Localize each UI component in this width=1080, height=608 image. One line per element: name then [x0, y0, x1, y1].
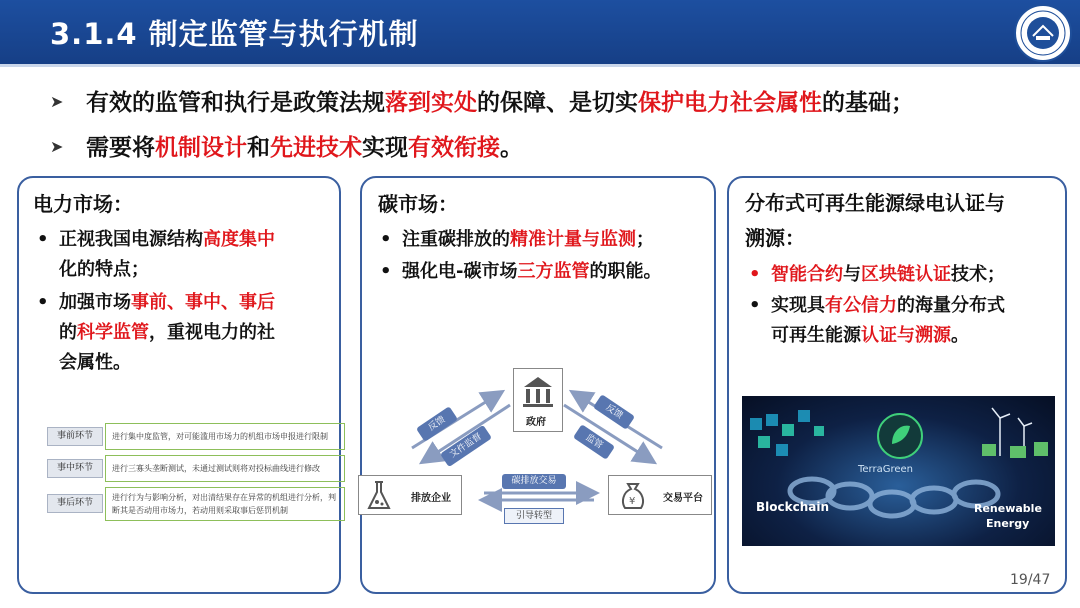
feedback-label: 反馈 — [416, 406, 458, 442]
money-bag-icon — [617, 478, 649, 514]
blockchain-energy-illustration — [742, 396, 1055, 546]
bullet-item: • 加强市场事前、事中、事后 — [37, 292, 275, 313]
arrow-bullet-icon: ➤ — [50, 137, 64, 156]
panel-carbon-market — [360, 176, 716, 594]
row-tag: 事后环节 — [47, 494, 103, 513]
svg-text:¥: ¥ — [629, 496, 636, 507]
table-row — [47, 455, 345, 482]
panel-electricity-market — [17, 176, 341, 594]
panel-title-line2: 溯源： — [745, 226, 805, 250]
bullet-item: • 智能合约与区块链认证技术； — [749, 264, 1005, 285]
table-row — [47, 487, 345, 521]
bullet-item: • 注重碳排放的精准计量与监测； — [380, 229, 654, 250]
slide-title: 3.1.4 制定监管与执行机制 — [50, 17, 419, 51]
trading-platform-node — [608, 475, 712, 515]
emission-enterprise-label: 排放企业 — [411, 493, 451, 504]
page-number: 19/47 — [1010, 572, 1051, 588]
bullet-item: • 实现具有公信力的海量分布式 — [749, 295, 1005, 316]
bullet-item-continuation: 化的特点； — [59, 259, 149, 280]
trading-platform-label: 交易平台 — [663, 493, 703, 504]
emission-enterprise-node — [358, 475, 462, 515]
university-logo — [1014, 4, 1072, 62]
renewable-label: Renewable — [974, 502, 1042, 515]
header-stripe — [0, 64, 1080, 67]
bank-building-icon — [514, 371, 562, 411]
feedback-label: 反馈 — [593, 394, 635, 430]
row-text: 进行三寡头垄断测试，未通过测试则将对投标曲线进行修改 — [105, 455, 345, 482]
blockchain-label: Blockchain — [756, 500, 830, 514]
table-row — [47, 423, 345, 450]
intro-bullet-1: ➤ 有效的监管和执行是政策法规落到实处的保障、是切实保护电力社会属性的基础； — [50, 90, 914, 116]
bullet-item: • 正视我国电源结构高度集中 — [37, 229, 275, 250]
flask-icon — [363, 478, 395, 514]
document-supervision-label: 文件监督 — [440, 425, 492, 467]
government-label: 政府 — [526, 417, 546, 428]
arrow-bullet-icon: ➤ — [50, 92, 64, 111]
panel-green-certificate — [727, 176, 1067, 594]
carbon-trade-label: 碳排放交易 — [502, 474, 566, 489]
intro-bullet-2: ➤ 需要将机制设计和先进技术实现有效衔接。 — [50, 135, 523, 161]
row-text: 进行集中度监管，对可能滥用市场力的机组市场申报进行限制 — [105, 423, 345, 450]
panel-title-line1: 分布式可再生能源绿电认证与 — [745, 191, 1005, 215]
guide-transform-label: 引导转型 — [504, 508, 564, 524]
title-bar — [0, 0, 1080, 64]
panel-title: 碳市场： — [378, 192, 458, 216]
bullet-item-continuation: 可再生能源认证与溯源。 — [771, 325, 969, 346]
row-tag: 事中环节 — [47, 459, 103, 478]
panel-title: 电力市场： — [33, 192, 133, 216]
energy-label: Energy — [986, 517, 1030, 530]
government-node — [513, 368, 563, 432]
bullet-item-continuation: 的科学监管，重视电力的社 — [59, 322, 275, 343]
supervision-label: 监管 — [573, 424, 615, 460]
row-tag: 事前环节 — [47, 427, 103, 446]
seal-ring-icon — [1016, 6, 1070, 60]
row-text: 进行行为与影响分析，对出清结果存在异常的机组进行分析，判断其是否动用市场力，若动用则采取事后惩罚机制 — [105, 487, 345, 521]
bullet-item: • 强化电-碳市场三方监管的职能。 — [380, 261, 662, 282]
bullet-item-continuation: 会属性。 — [59, 352, 131, 373]
terragreen-label: TerraGreen — [858, 464, 914, 475]
